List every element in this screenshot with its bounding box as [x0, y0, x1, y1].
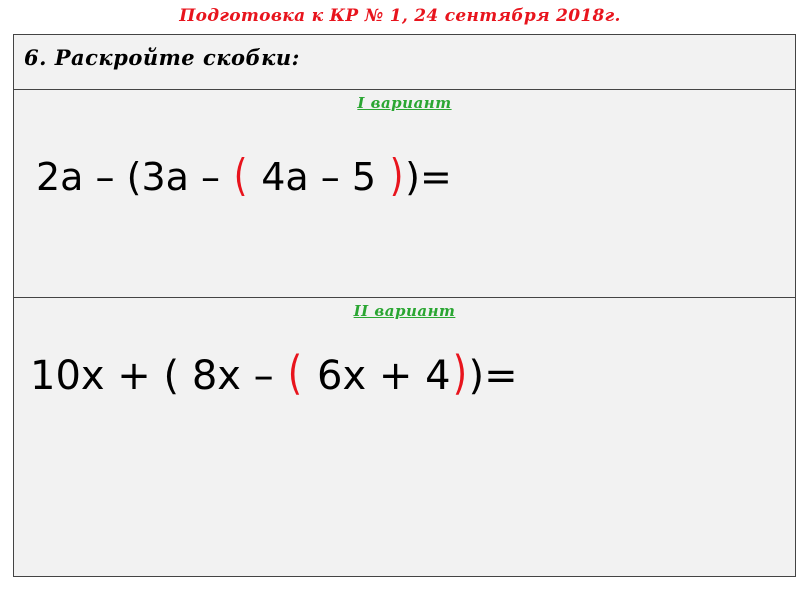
expr-part: )= [405, 155, 452, 199]
task-table [13, 34, 796, 577]
expr-part: 10x + ( 8x – [30, 353, 287, 399]
expr-part: 6x + 4 [304, 353, 451, 399]
red-open-paren: ( [233, 150, 248, 201]
task-title: 6. Раскройте скобки: [24, 45, 300, 70]
red-open-paren: ( [288, 346, 303, 400]
page-header: Подготовка к КР № 1, 24 сентября 2018г. [179, 6, 621, 26]
variant-2-row [14, 298, 795, 576]
task-title-row [14, 35, 795, 90]
variant-2-expression [30, 346, 518, 400]
variant-2-label: II вариант [353, 302, 456, 320]
variant-1-expression [36, 150, 452, 201]
expr-part: 4a – 5 [249, 155, 389, 199]
variant-1-label: I вариант [357, 94, 452, 112]
red-close-paren: ) [452, 346, 467, 400]
expr-part: )= [468, 353, 518, 399]
expr-part: 2a – (3a – [36, 155, 233, 199]
variant-1-row [14, 90, 795, 298]
red-close-paren: ) [389, 150, 404, 201]
